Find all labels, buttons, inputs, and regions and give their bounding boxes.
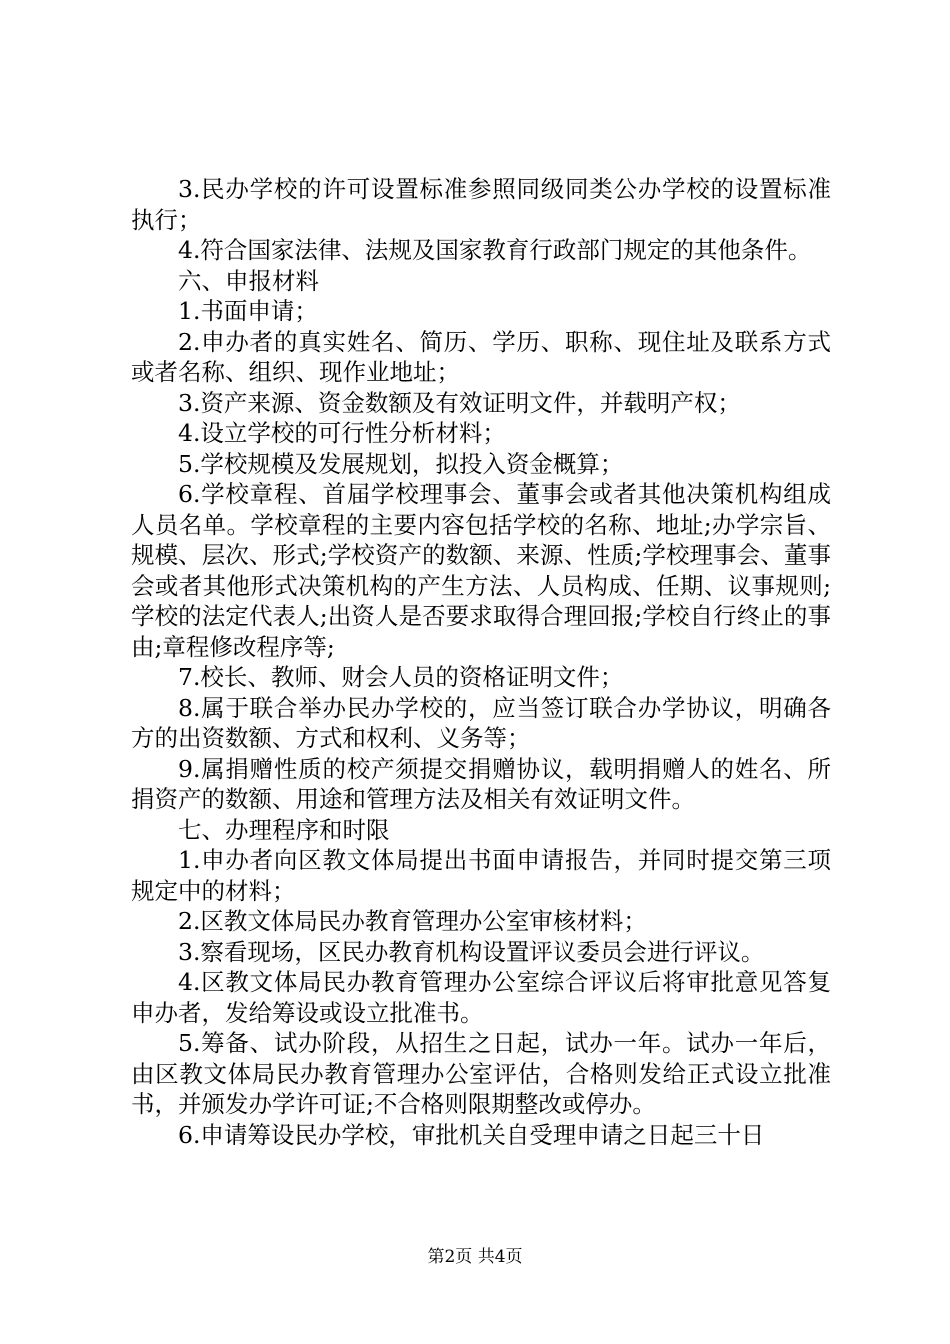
paragraph: 6.学校章程、首届学校理事会、董事会或者其他决策机构组成人员名单。学校章程的主要内容包括学校的名称、地址;办学宗旨、规模、层次、形式;学校资产的数额、来源、性质;学校理事会、董事会或者其他形式决策机构的产生方法、人员构成、任期、议事规则;学校的法定代表人;出资人是否要求取得合理回报;学校自行终止的事由;章程修改程序等;: [131, 480, 831, 661]
paragraph: 1.申办者向区教文体局提出书面申请报告，并同时提交第三项规定中的材料；: [131, 846, 831, 905]
paragraph: 4.设立学校的可行性分析材料；: [178, 419, 506, 447]
section-heading: 六、申报材料: [178, 266, 319, 295]
paragraph: 4.符合国家法律、法规及国家教育行政部门规定的其他条件。: [178, 236, 812, 264]
paragraph: 2.区教文体局民办教育管理办公室审核材料；: [178, 907, 647, 935]
paragraph: 3.察看现场，区民办教育机构设置评议委员会进行评议。: [178, 937, 765, 966]
paragraph: 6.申请筹设民办学校，审批机关自受理申请之日起三十日: [178, 1120, 765, 1149]
paragraph: 1.书面申请；: [178, 297, 318, 325]
paragraph: 4.区教文体局民办教育管理办公室综合评议后将审批意见答复申办者，发给筹设或设立批准书。: [131, 968, 831, 1027]
page-footer: 第2页 共4页: [427, 1247, 523, 1267]
paragraph: 5.筹备、试办阶段，从招生之日起，试办一年。试办一年后，由区教文体局民办教育管理办公室评估，合格则发给正式设立批准书，并颁发办学许可证;不合格则限期整改或停办。: [131, 1029, 831, 1118]
paragraph: 3.资产来源、资金数额及有效证明文件，并载明产权；: [178, 388, 741, 417]
paragraph: 8.属于联合举办民办学校的，应当签订联合办学协议，明确各方的出资数额、方式和权利、义务等；: [131, 693, 831, 752]
paragraph: 7.校长、教师、财会人员的资格证明文件；: [178, 663, 624, 691]
section-heading: 七、办理程序和时限: [178, 815, 390, 844]
paragraph: 2.申办者的真实姓名、简历、学历、职称、现住址及联系方式或者名称、组织、现作业地址；: [131, 327, 831, 386]
paragraph: 9.属捐赠性质的校产须提交捐赠协议，载明捐赠人的姓名、所捐资产的数额、用途和管理方法及相关有效证明文件。: [131, 754, 831, 813]
paragraph: 3.民办学校的许可设置标准参照同级同类公办学校的设置标准执行；: [131, 175, 831, 234]
paragraph: 5.学校规模及发展规划，拟投入资金概算；: [178, 449, 624, 478]
document-body: [131, 174, 831, 1150]
